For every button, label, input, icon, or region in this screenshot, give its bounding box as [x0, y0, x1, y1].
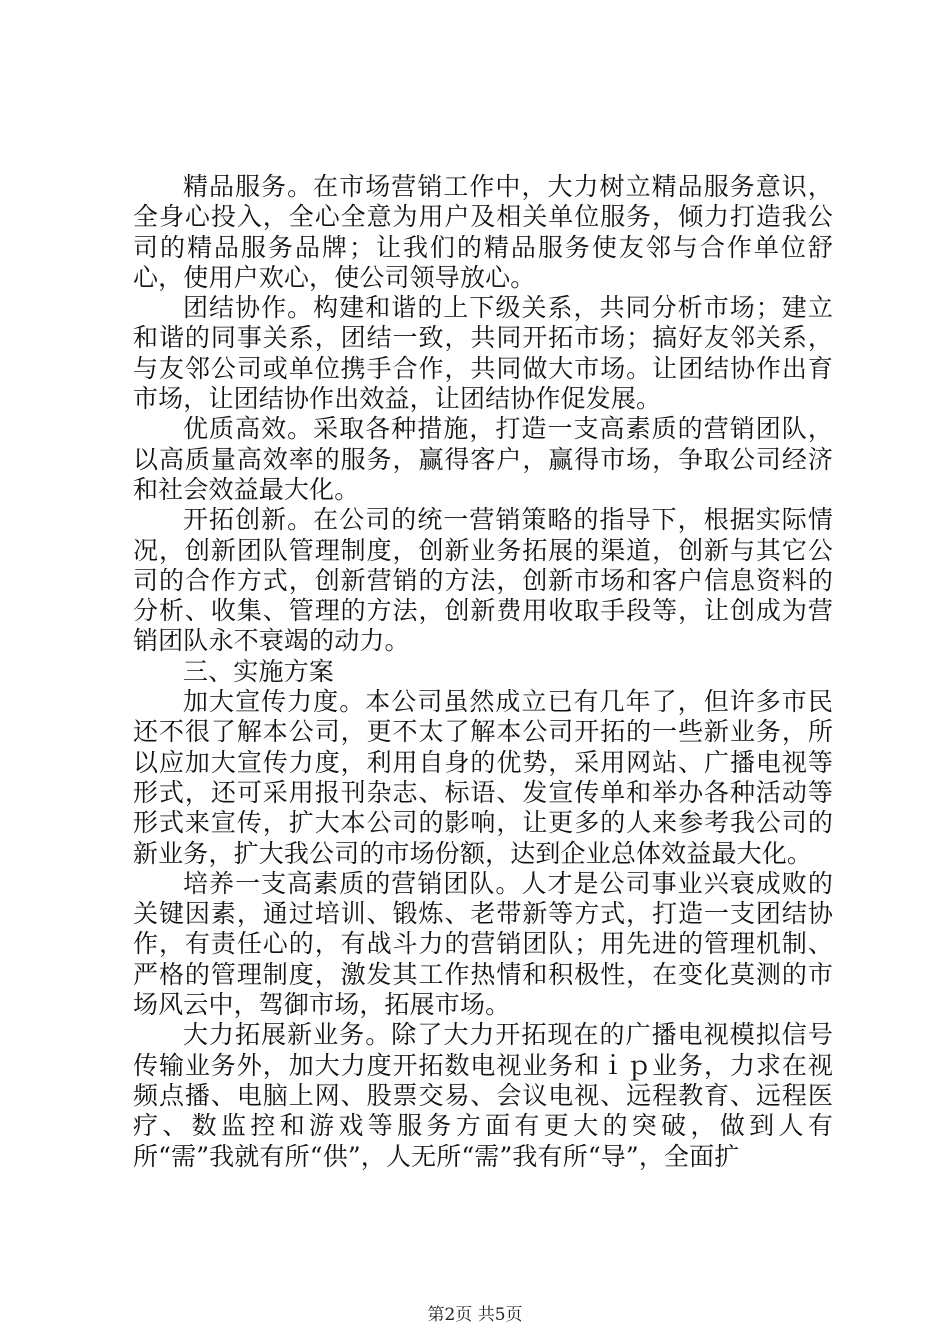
paragraph-publicity: 加大宣传力度。本公司虽然成立已有几年了，但许多市民还不很了解本公司，更不太了解本公司开拓的一些新业务，所以应加大宣传力度，利用自身的优势，采用网站、广播电视等形式，还可采用报刊杂志、标语、发宣传单和举办各种活动等形式来宣传，扩大本公司的影响，让更多的人来参考我公司的新业务，扩大我公司的市场份额，达到企业总体效益最大化。 [133, 687, 833, 868]
paragraph-quality-efficiency: 优质高效。采取各种措施，打造一支高素质的营销团队，以高质量高效率的服务，赢得客户，赢得市场，争取公司经济和社会效益最大化。 [133, 414, 833, 504]
page-number-footer: 第2页 共5页 [427, 1305, 523, 1325]
paragraph-team-building: 培养一支高素质的营销团队。人才是公司事业兴衰成败的关键因素，通过培训、锻炼、老带新等方式，打造一支团结协作，有责任心的，有战斗力的营销团队；用先进的管理机制、严格的管理制度，激发其工作热情和积极性，在变化莫测的市场风云中，驾御市场，拓展市场。 [133, 868, 833, 1020]
section-heading-implementation: 三、实施方案 [183, 656, 334, 686]
document-body [133, 172, 833, 1172]
paragraph-teamwork: 团结协作。构建和谐的上下级关系，共同分析市场；建立和谐的同事关系，团结一致，共同开拓市场；搞好友邻关系，与友邻公司或单位携手合作，共同做大市场。让团结协作出育市场，让团结协作出效益，让团结协作促发展。 [133, 293, 833, 414]
paragraph-premium-service: 精品服务。在市场营销工作中，大力树立精品服务意识，全身心投入，全心全意为用户及相关单位服务，倾力打造我公司的精品服务品牌；让我们的精品服务使友邻与合作单位舒心，使用户欢心，使公司领导放心。 [133, 172, 833, 292]
paragraph-innovation: 开拓创新。在公司的统一营销策略的指导下，根据实际情况，创新团队管理制度，创新业务拓展的渠道，创新与其它公司的合作方式，创新营销的方法，创新市场和客户信息资料的分析、收集、管理的方法，创新费用收取手段等，让创成为营销团队永不衰竭的动力。 [133, 505, 833, 656]
paragraph-new-business: 大力拓展新业务。除了大力开拓现在的广播电视模拟信号传输业务外，加大力度开拓数电视业务和ｉｐ业务，力求在视频点播、电脑上网、股票交易、会议电视、远程教育、远程医疗、数监控和游戏等服务方面有更大的突破，做到人有所“需”我就有所“供”，人无所“需”我有所“导”，全面扩 [133, 1020, 833, 1171]
